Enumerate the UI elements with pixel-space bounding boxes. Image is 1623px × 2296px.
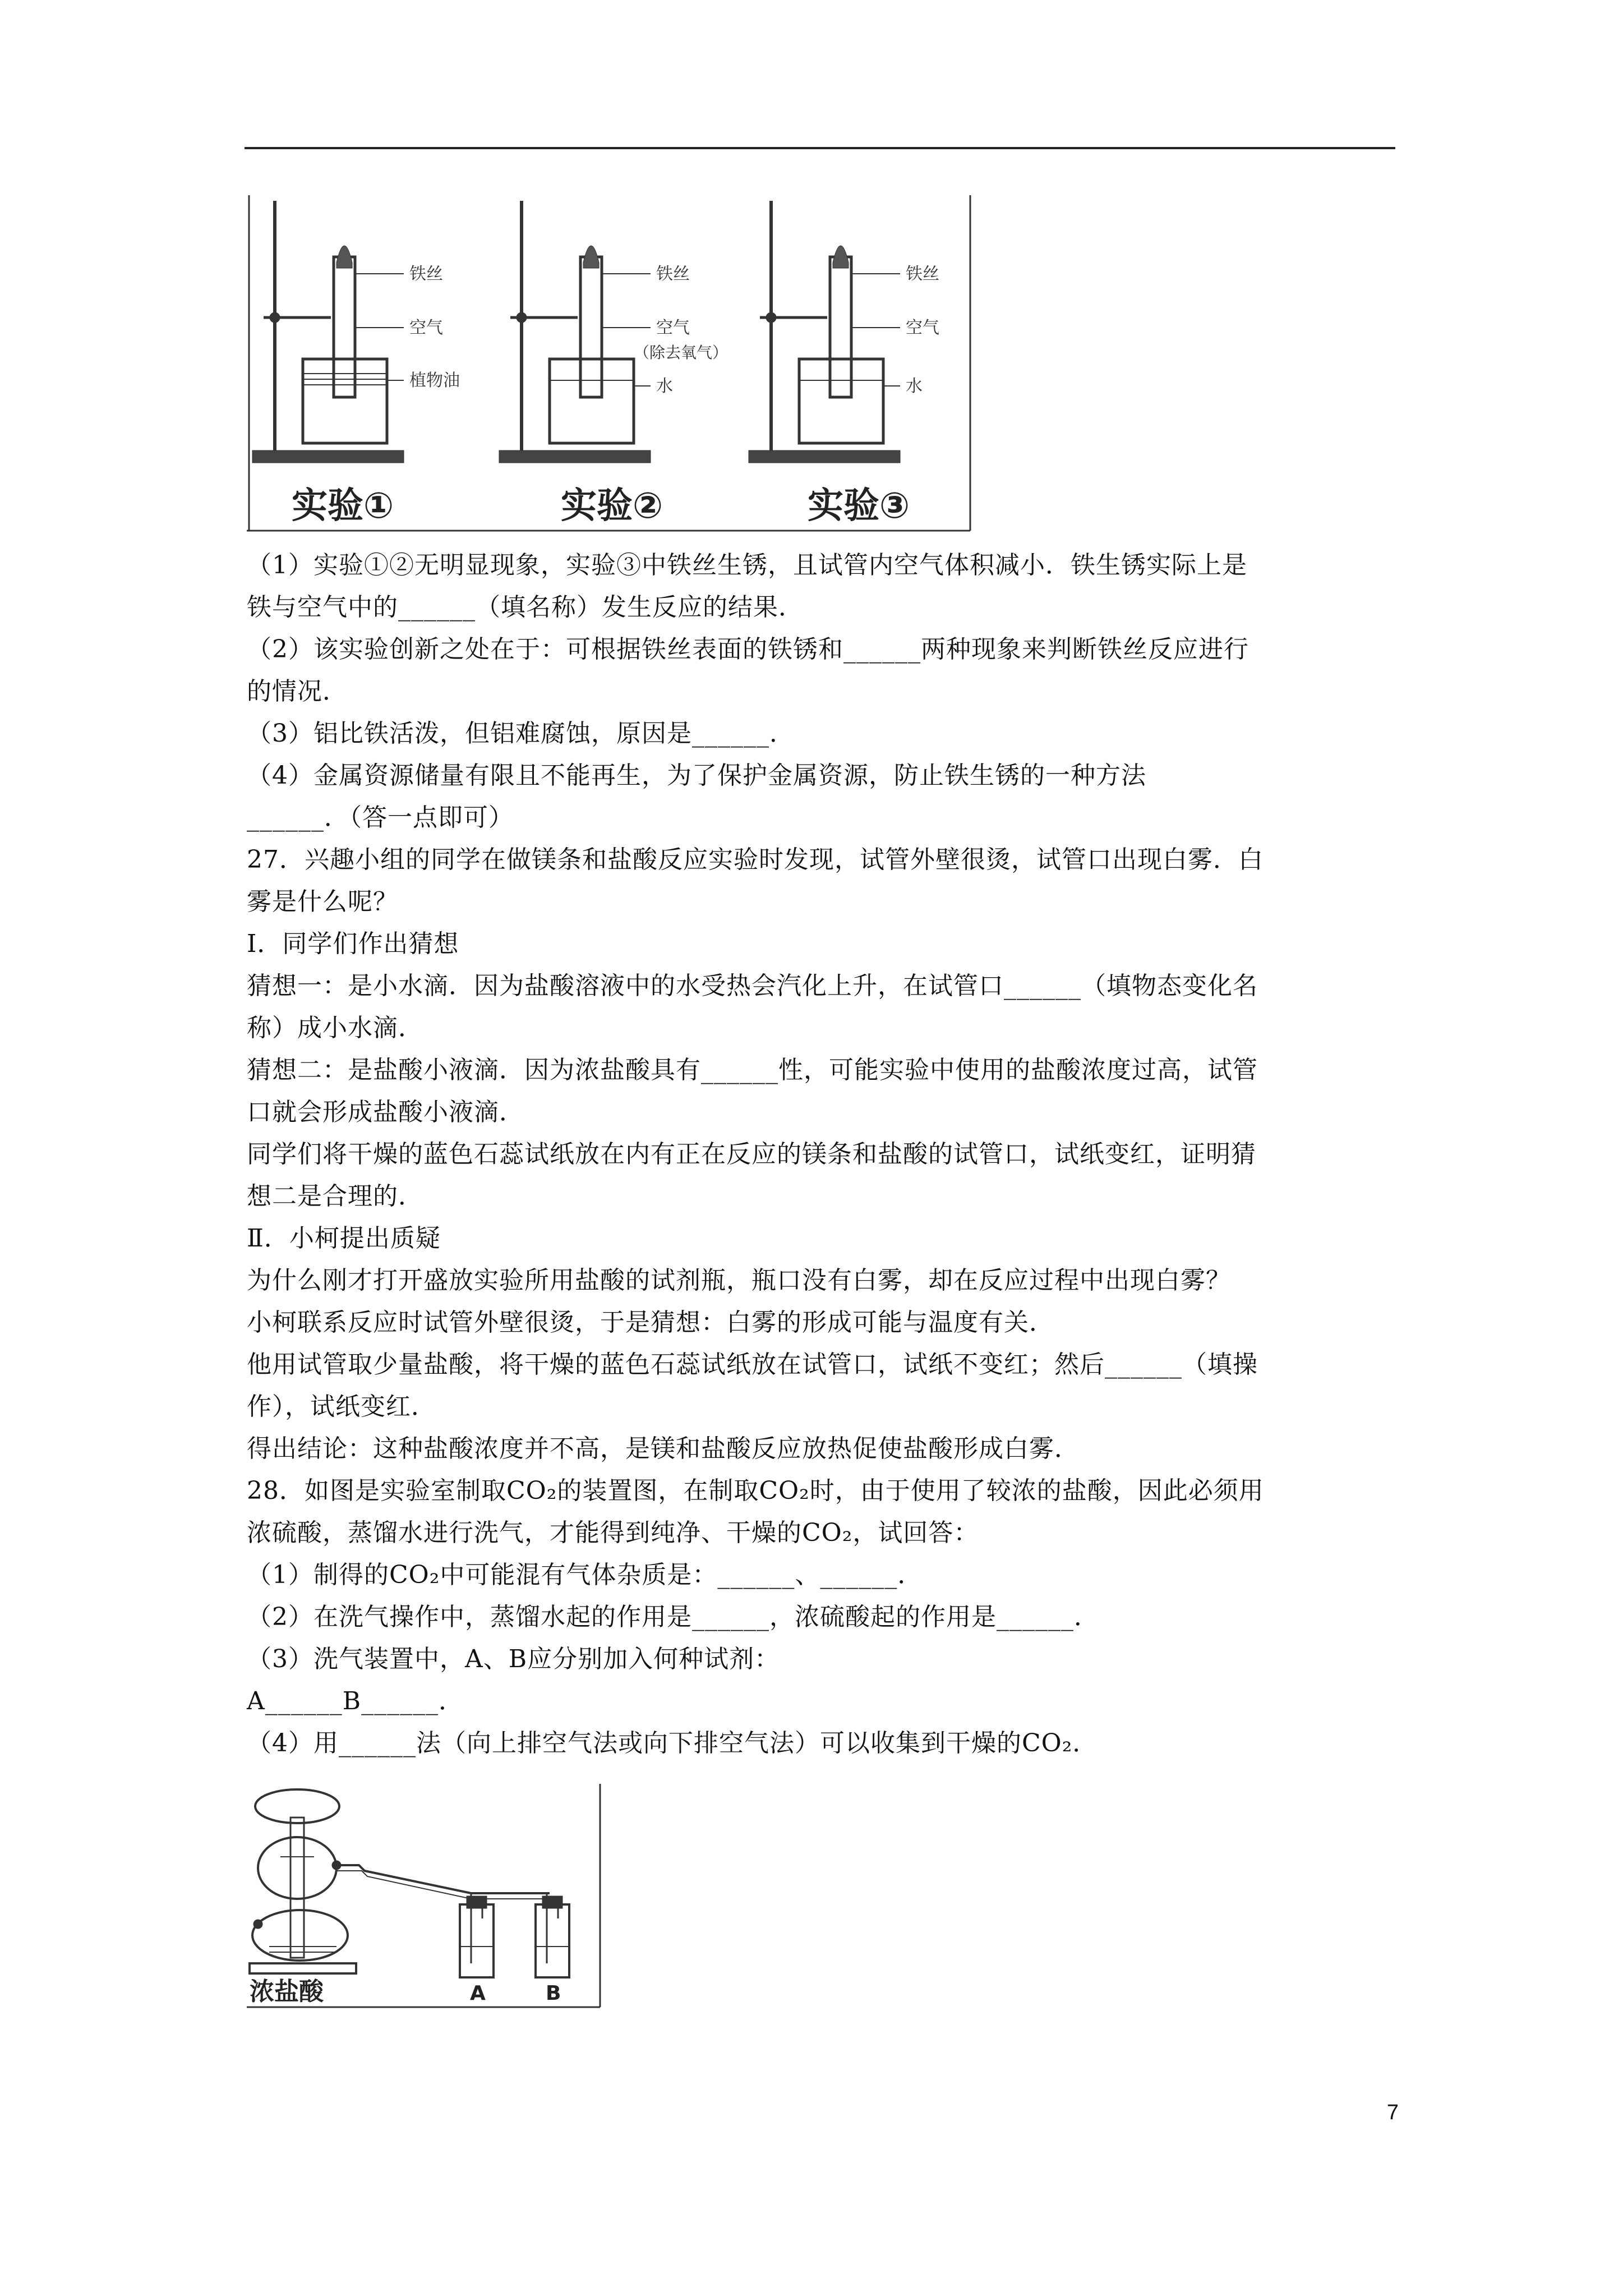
text-line: （1）制得的CO₂中可能混有气体杂质是：______、______． [247, 1561, 923, 1589]
caption-experiment-3: 实验③ [808, 485, 910, 527]
kipp-generator [250, 1789, 356, 1973]
page-number: 7 [1386, 2101, 1399, 2124]
exp2-label-air: 空气 [656, 318, 690, 338]
text-line: 称）成小水滴． [247, 1014, 423, 1042]
text-line: 浓硫酸，蒸馏水进行洗气，才能得到纯净、干燥的CO₂，试回答： [247, 1519, 979, 1547]
text-line: 的情况． [247, 677, 348, 706]
text-line: （3）洗气装置中，A、B应分别加入何种试剂： [247, 1645, 780, 1673]
question-text-block [247, 544, 1396, 1764]
text-line: 27．兴趣小组的同学在做镁条和盐酸反应实验时发现，试管外壁很烫，试管口出现白雾．白 [247, 845, 1264, 874]
text-line: （4）金属资源储量有限且不能再生，为了保护金属资源，防止铁生锈的一种方法 [247, 761, 1146, 790]
text-line: 口就会形成盐酸小液滴． [247, 1098, 524, 1126]
text-line: 小柯联系反应时试管外壁很烫，于是猜想：白雾的形成可能与温度有关． [247, 1308, 1054, 1337]
bottle-label-b: B [546, 1982, 561, 2005]
text-line: Ⅱ．小柯提出质疑 [247, 1224, 441, 1253]
caption-experiment-2: 实验② [561, 485, 663, 527]
text-line: （2）该实验创新之处在于：可根据铁丝表面的铁锈和______两种现象来判断铁丝反应进行 [247, 635, 1249, 664]
experiment-1-apparatus [252, 201, 404, 463]
exp1-label-oil: 植物油 [409, 371, 460, 390]
text-line: （3）铝比铁活泼，但铝难腐蚀，原因是______． [247, 719, 795, 748]
text-line: 作），试纸变红． [247, 1392, 436, 1421]
wash-bottle-b [536, 1893, 569, 1977]
exp2-label-iron: 铁丝 [656, 264, 690, 284]
text-line: A______B______． [247, 1687, 464, 1715]
text-line: 得出结论：这种盐酸浓度并不高，是镁和盐酸反应放热促使盐酸形成白雾． [247, 1434, 1080, 1463]
text-line: 猜想一：是小水滴．因为盐酸溶液中的水受热会汽化上升，在试管口______（填物态变化名 [247, 972, 1258, 1000]
text-line: 铁与空气中的______（填名称）发生反应的结果． [247, 593, 804, 622]
exp3-label-water: 水 [906, 376, 923, 396]
text-line: 猜想二：是盐酸小液滴．因为浓盐酸具有______性，可能实验中使用的盐酸浓度过高，试管 [247, 1056, 1258, 1084]
text-line: （4）用______法（向上排空气法或向下排空气法）可以收集到干燥的CO₂． [247, 1729, 1098, 1757]
caption-experiment-1: 实验① [292, 485, 394, 527]
experiment-2-apparatus [499, 201, 651, 463]
text-line: （1）实验①②无明显现象，实验③中铁丝生锈，且试管内空气体积减小．铁生锈实际上是 [247, 551, 1247, 579]
caption-conc-hcl: 浓盐酸 [250, 1977, 324, 2006]
iron-rust-experiments-figure [247, 195, 976, 535]
exp1-label-air: 空气 [409, 318, 443, 338]
exp3-label-iron: 铁丝 [906, 264, 939, 284]
text-line: （2）在洗气操作中，蒸馏水起的作用是______，浓硫酸起的作用是______． [247, 1603, 1099, 1631]
wash-bottle-a [460, 1893, 494, 1977]
bottle-label-a: A [470, 1982, 486, 2005]
header-rule [245, 147, 1395, 149]
exp2-label-water: 水 [656, 376, 673, 396]
text-line: 他用试管取少量盐酸，将干燥的蓝色石蕊试纸放在试管口，试纸不变红；然后______（填操 [247, 1350, 1258, 1379]
text-line: 同学们将干燥的蓝色石蕊试纸放在内有正在反应的镁条和盐酸的试管口，试纸变红，证明猜 [247, 1140, 1256, 1168]
text-line: 想二是合理的． [247, 1182, 423, 1211]
text-line: 28．如图是实验室制取CO₂的装置图，在制取CO₂时，由于使用了较浓的盐酸，因此必须用 [247, 1476, 1264, 1505]
exp1-label-iron: 铁丝 [409, 264, 443, 284]
text-line: 雾是什么呢？ [247, 887, 398, 916]
text-line: Ⅰ．同学们作出猜想 [247, 930, 459, 958]
text-line: 为什么刚才打开盛放实验所用盐酸的试剂瓶，瓶口没有白雾，却在反应过程中出现白雾？ [247, 1266, 1231, 1295]
exp2-label-oxygen-removed: （除去氧气） [634, 343, 728, 362]
co2-apparatus-figure [247, 1784, 606, 2011]
experiment-3-apparatus [749, 201, 900, 463]
text-line: ______．（答一点即可） [247, 803, 514, 832]
exp3-label-air: 空气 [906, 318, 939, 338]
